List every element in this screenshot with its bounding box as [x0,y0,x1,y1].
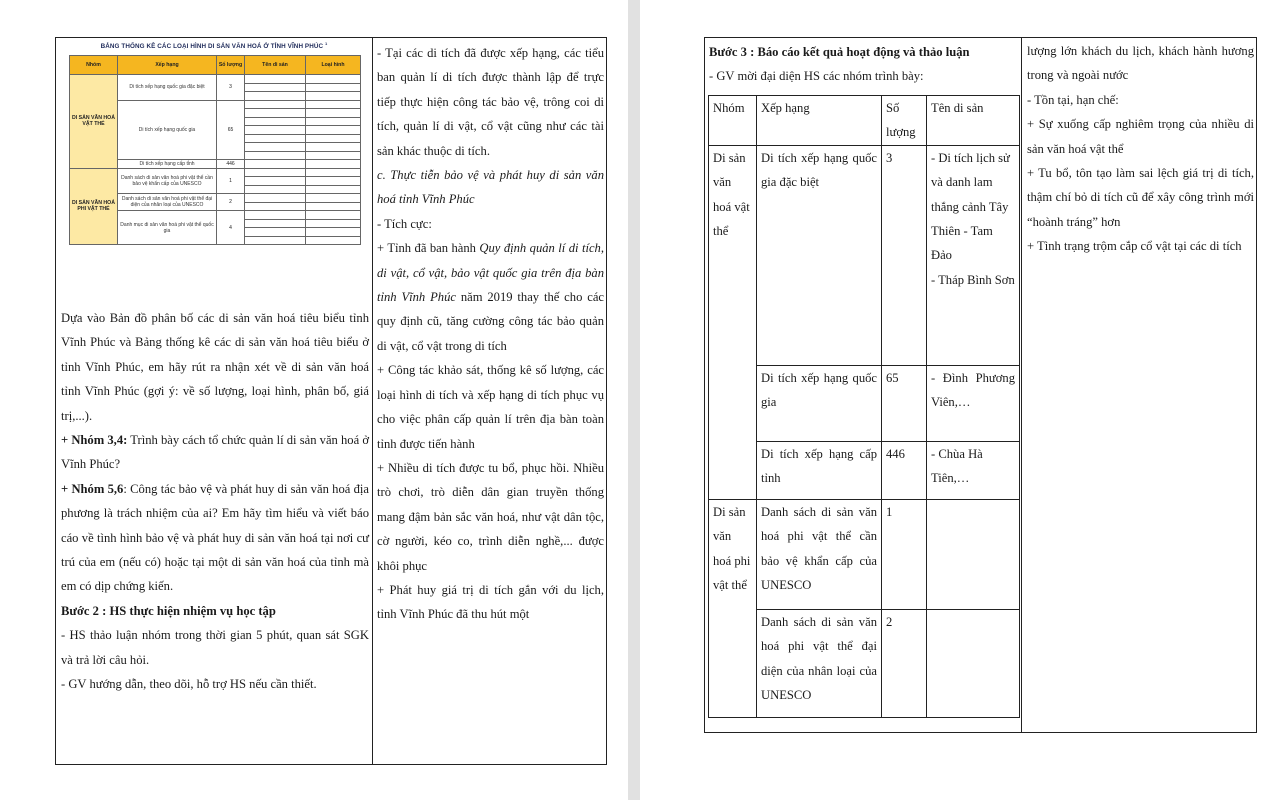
two-column-table [704,37,1257,733]
paragraph: - Tại các di tích đã được xếp hạng, các tiểu ban quản lí di tích được thành lập để trực tiếp thực hiện công tác bảo vệ, trông coi di tích, quản lí di vật, cổ vật cũng như các tài sản khác thuộc di tích. [377,46,604,158]
stat-header: Loại hình [306,56,361,75]
paragraph: - GV hướng dẫn, theo dõi, hỗ trợ HS nếu cần thiết. [61,677,317,692]
stat-count: 4 [217,211,245,245]
report-group: Di sản văn hoá vật thể [709,145,757,499]
paragraph: + Tình trạng trộm cắp cổ vật tại các di tích [1027,239,1242,254]
paragraph: + Công tác khảo sát, thống kê số lượng, các loại hình di tích và xếp hạng di tích phục vụ cho việc phân cấp quản lí trên địa bàn toàn tỉnh được tiến hành [377,363,604,451]
report-name [927,499,1020,609]
page-gutter [628,0,640,800]
report-header: Nhóm [709,96,757,146]
report-name: - Chùa Hà Tiên,… [927,441,1020,499]
paragraph: + Nhóm 5,6: Công tác bảo vệ và phát huy di sản văn hoá địa phương là trách nhiệm của ai? Em hãy tìm hiểu và viết báo cáo về tình hình bảo vệ và phát huy di sản văn hoá tại nơi cư trú của em (nếu có) hoặc tại một di sản văn hoá của tỉnh mà em có dịp chứng kiến. [61,481,369,594]
stat-table-title: BẢNG THỐNG KÊ CÁC LOẠI HÌNH DI SẢN VĂN HOÁ Ở TỈNH VĨNH PHÚC $^1$ [100,41,328,51]
report-count: 446 [882,441,927,499]
stat-count: 446 [217,160,245,169]
stat-group: DI SẢN VĂN HOÁ VẬT THỂ [70,75,118,169]
right-column [373,38,607,764]
document-page-left [0,0,628,800]
paragraph: + Sự xuống cấp nghiêm trọng của nhiều di sản văn hoá vật thể [1027,117,1254,156]
report-table [708,95,1020,718]
section-heading: c. Thực tiễn bảo vệ và phát huy di sản văn hoá tỉnh Vĩnh Phúc [377,168,604,207]
paragraph: lượng lớn khách du lịch, khách hành hương trong và ngoài nước [1027,44,1254,83]
paragraph: - Tồn tại, hạn chế: [1027,92,1119,107]
paragraph: Dựa vào Bản đồ phân bố các di sản văn hoá tiêu biểu tỉnh Vĩnh Phúc và Bảng thống kê các di sản văn hoá tiêu biểu ở tỉnh Vĩnh Phúc, em hãy rút ra nhận xét về di sản văn hoá tỉnh Vĩnh Phúc (gợi ý: về số lượng, loại hình, phân bố, giá trị,...). [61,311,369,423]
stat-count: 1 [217,168,245,194]
stat-header: Nhóm [70,56,118,75]
paragraph: + Tu bổ, tôn tạo làm sai lệch giá trị di tích, thậm chí bỏ di tích cũ để xây công trình mới “hoành tráng” hơn [1027,166,1254,229]
paragraph: + Nhóm 3,4: Trình bày cách tổ chức quản lí di sản văn hoá ở Vĩnh Phúc? [61,433,370,472]
document-page-right [640,0,1271,800]
report-name [927,609,1020,717]
stat-group: DI SẢN VĂN HOÁ PHI VẬT THỂ [70,168,118,245]
report-rank: Danh sách di sản văn hoá phi vật thể cần bảo vệ khẩn cấp của UNESCO [757,499,882,609]
report-header: Tên di sản [927,96,1020,146]
stat-header: Xếp hạng [118,56,217,75]
report-count: 3 [882,145,927,365]
report-count: 65 [882,365,927,441]
two-column-table [55,37,607,765]
stat-rank: Danh sách di sản văn hoá phi vật thể cần bảo vệ khẩn cấp của UNESCO [118,168,217,194]
paragraph: + Tỉnh đã ban hành Quy định quản lí di tích, di vật, cổ vật, bảo vật quốc gia trên địa bàn tỉnh Vĩnh Phúc năm 2019 thay thế cho các quy định cũ, tăng cường công tác bảo quản di vật, cổ vật trong di tích [377,241,604,353]
stat-count: 65 [217,100,245,160]
paragraph: + Phát huy giá trị di tích gắn với du lịch, tỉnh Vĩnh Phúc đã thu hút một [377,582,604,622]
report-rank: Di tích xếp hạng quốc gia [757,365,882,441]
report-name: - Đình Phương Viên,… [927,365,1020,441]
stat-rank: Di tích xếp hạng quốc gia đặc biệt [118,75,217,101]
report-rank: Di tích xếp hạng quốc gia đặc biệt [757,145,882,365]
report-name: - Di tích lịch sử và danh lam thắng cảnh Tây Thiên - Tam Đảo - Tháp Bình Sơn [927,145,1020,365]
stat-table [69,55,361,245]
paragraph: - GV mời đại diện HS các nhóm trình bày: [709,69,924,83]
report-rank: Danh sách di sản văn hoá phi vật thể đại diện của nhân loại của UNESCO [757,609,882,717]
report-header: Số lượng [882,96,927,146]
step-heading: Bước 3 : Báo cáo kết quả hoạt động và thảo luận [709,45,970,59]
stat-rank: Di tích xếp hạng quốc gia [118,100,217,160]
statistics-table-image [60,38,368,298]
left-column-text [61,306,369,697]
report-rank: Di tích xếp hạng cấp tỉnh [757,441,882,499]
paragraph: + Nhiều di tích được tu bổ, phục hồi. Nhiều trò chơi, trò diễn dân gian truyền thống mang đậm bản sắc văn hoá, như vật dân tộc, cờ người, kéo co, trình diễn nghề,... được khôi phục [377,460,604,573]
stat-header: Tên di sản [245,56,306,75]
paragraph: - HS thảo luận nhóm trong thời gian 5 phút, quan sát SGK và trả lời câu hỏi. [61,628,369,667]
report-count: 1 [882,499,927,609]
paragraph: - Tích cực: [377,216,432,231]
stat-rank: Di tích xếp hạng cấp tỉnh [118,160,217,169]
stat-count: 3 [217,75,245,101]
stat-rank: Danh mục di sản văn hoá phi vật thể quốc gia [118,211,217,245]
left-column [56,38,373,764]
report-count: 2 [882,609,927,717]
stat-rank: Danh sách di sản văn hoá phi vật thể đại diện của nhân loại của UNESCO [118,194,217,211]
stat-count: 2 [217,194,245,211]
report-group: Di sản văn hoá phi vật thể [709,499,757,717]
left-column [705,37,1022,732]
report-header: Xếp hạng [757,96,882,146]
right-column [1022,37,1258,259]
step-heading: Bước 2 : HS thực hiện nhiệm vụ học tập [61,603,276,618]
stat-header: Số lượng [217,56,245,75]
step-header [705,37,1021,88]
